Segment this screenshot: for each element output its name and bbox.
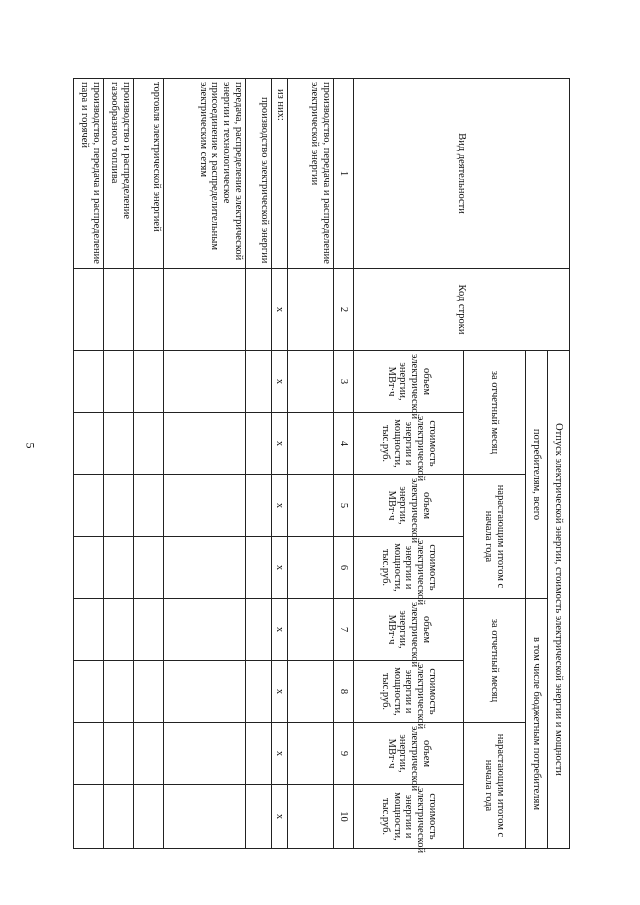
data-cell <box>246 413 272 475</box>
table-body <box>74 79 334 849</box>
col-number: 4 <box>334 413 354 475</box>
data-cell <box>104 475 134 537</box>
data-cell <box>246 475 272 537</box>
data-cell <box>246 785 272 849</box>
data-cell <box>164 413 246 475</box>
table-row <box>246 79 272 849</box>
data-cell <box>134 537 164 599</box>
data-cell <box>104 785 134 849</box>
data-cell <box>246 723 272 785</box>
data-cell <box>288 599 334 661</box>
row-code <box>134 269 164 351</box>
data-cell <box>134 599 164 661</box>
data-cell <box>104 537 134 599</box>
column-number-row <box>334 79 354 849</box>
data-cell <box>246 537 272 599</box>
data-cell <box>134 785 164 849</box>
data-cell <box>74 723 104 785</box>
data-cell <box>74 785 104 849</box>
data-cell <box>246 661 272 723</box>
data-cell <box>164 785 246 849</box>
data-cell <box>74 475 104 537</box>
data-cell <box>134 723 164 785</box>
col-number: 3 <box>334 351 354 413</box>
row-label: производство и распределение газообразного топлива <box>104 79 134 269</box>
rotated-table-container <box>75 78 570 854</box>
data-cell <box>246 599 272 661</box>
data-cell <box>74 537 104 599</box>
row-code <box>104 269 134 351</box>
data-cell <box>104 723 134 785</box>
data-cell <box>288 537 334 599</box>
data-cell <box>104 413 134 475</box>
data-cell: х <box>272 475 288 537</box>
row-code <box>164 269 246 351</box>
row-label: производство, передача и распределение пара и горячей <box>74 79 104 269</box>
header-budget-month: за отчетный месяц <box>464 599 526 723</box>
data-cell <box>134 351 164 413</box>
header-row-code: Код строки <box>354 269 570 351</box>
header-budget-cumulative: нарастающим итогом с начала года <box>464 723 526 849</box>
data-cell <box>288 723 334 785</box>
data-cell <box>104 661 134 723</box>
data-cell <box>104 599 134 661</box>
header-cost: стоимость электрической энергии и мощности, тыс.руб. <box>354 785 464 849</box>
header-cost: стоимость электрической энергии и мощности, тыс.руб. <box>354 537 464 599</box>
col-number: 6 <box>334 537 354 599</box>
data-cell: х <box>272 413 288 475</box>
col-number: 8 <box>334 661 354 723</box>
data-cell <box>164 723 246 785</box>
row-label: производство электрической энергии <box>246 79 272 269</box>
data-cell <box>288 413 334 475</box>
data-cell <box>134 661 164 723</box>
data-cell <box>288 475 334 537</box>
data-cell <box>74 661 104 723</box>
data-cell <box>134 413 164 475</box>
data-cell <box>74 351 104 413</box>
data-cell: х <box>272 599 288 661</box>
col-number: 10 <box>334 785 354 849</box>
table-row <box>74 79 104 849</box>
row-code <box>288 269 334 351</box>
data-cell: х <box>272 785 288 849</box>
header-activity: Вид деятельности <box>354 79 570 269</box>
data-cell <box>74 599 104 661</box>
data-cell <box>134 475 164 537</box>
table-row <box>104 79 134 849</box>
row-label: производство, передача и распределение электрической энергии <box>288 79 334 269</box>
col-number: 5 <box>334 475 354 537</box>
header-consumers-total: потребителям, всего <box>526 351 548 599</box>
data-cell <box>288 785 334 849</box>
data-cell <box>164 351 246 413</box>
data-cell <box>74 413 104 475</box>
header-volume: объем электрической энергии, МВт·ч <box>354 351 464 413</box>
header-cost: стоимость электрической энергии и мощности, тыс.руб. <box>354 661 464 723</box>
page-number: 5 <box>23 442 38 449</box>
header-total-cumulative: нарастающим итогом с начала года <box>464 475 526 599</box>
header-total-month: за отчетный месяц <box>464 351 526 475</box>
table-row <box>134 79 164 849</box>
table-row <box>272 79 288 849</box>
row-code <box>74 269 104 351</box>
table-row <box>164 79 246 849</box>
header-volume: объем электрической энергии, МВт·ч <box>354 599 464 661</box>
data-cell: х <box>272 351 288 413</box>
table-row <box>288 79 334 849</box>
data-cell <box>164 475 246 537</box>
data-cell: х <box>272 537 288 599</box>
col-number: 9 <box>334 723 354 785</box>
data-cell: х <box>272 661 288 723</box>
header-budget-consumers: в том числе бюджетным потребителям <box>526 599 548 849</box>
header-release: Отпуск электрической энергии, стоимость электрической энергии и мощности <box>548 351 570 849</box>
data-cell <box>288 661 334 723</box>
col-number: 7 <box>334 599 354 661</box>
header-volume: объем электрической энергии, МВт·ч <box>354 475 464 537</box>
col-number: 2 <box>334 269 354 351</box>
electricity-release-table <box>73 78 570 854</box>
col-number: 1 <box>334 79 354 269</box>
data-cell: х <box>272 723 288 785</box>
row-label: передача, распределение электрической энергии и технологическое присоединение к распределительным электрическим сетям <box>164 79 246 269</box>
row-label: торговля электрической энергией <box>134 79 164 269</box>
row-code <box>246 269 272 351</box>
data-cell <box>164 599 246 661</box>
data-cell <box>104 351 134 413</box>
row-label: из них: <box>272 79 288 269</box>
row-code: х <box>272 269 288 351</box>
data-cell <box>246 351 272 413</box>
header-cost: стоимость электрической энергии и мощности, тыс.руб. <box>354 413 464 475</box>
data-cell <box>164 661 246 723</box>
data-cell <box>288 351 334 413</box>
data-cell <box>164 537 246 599</box>
header-volume: объем электрической энергии, МВт·ч <box>354 723 464 785</box>
